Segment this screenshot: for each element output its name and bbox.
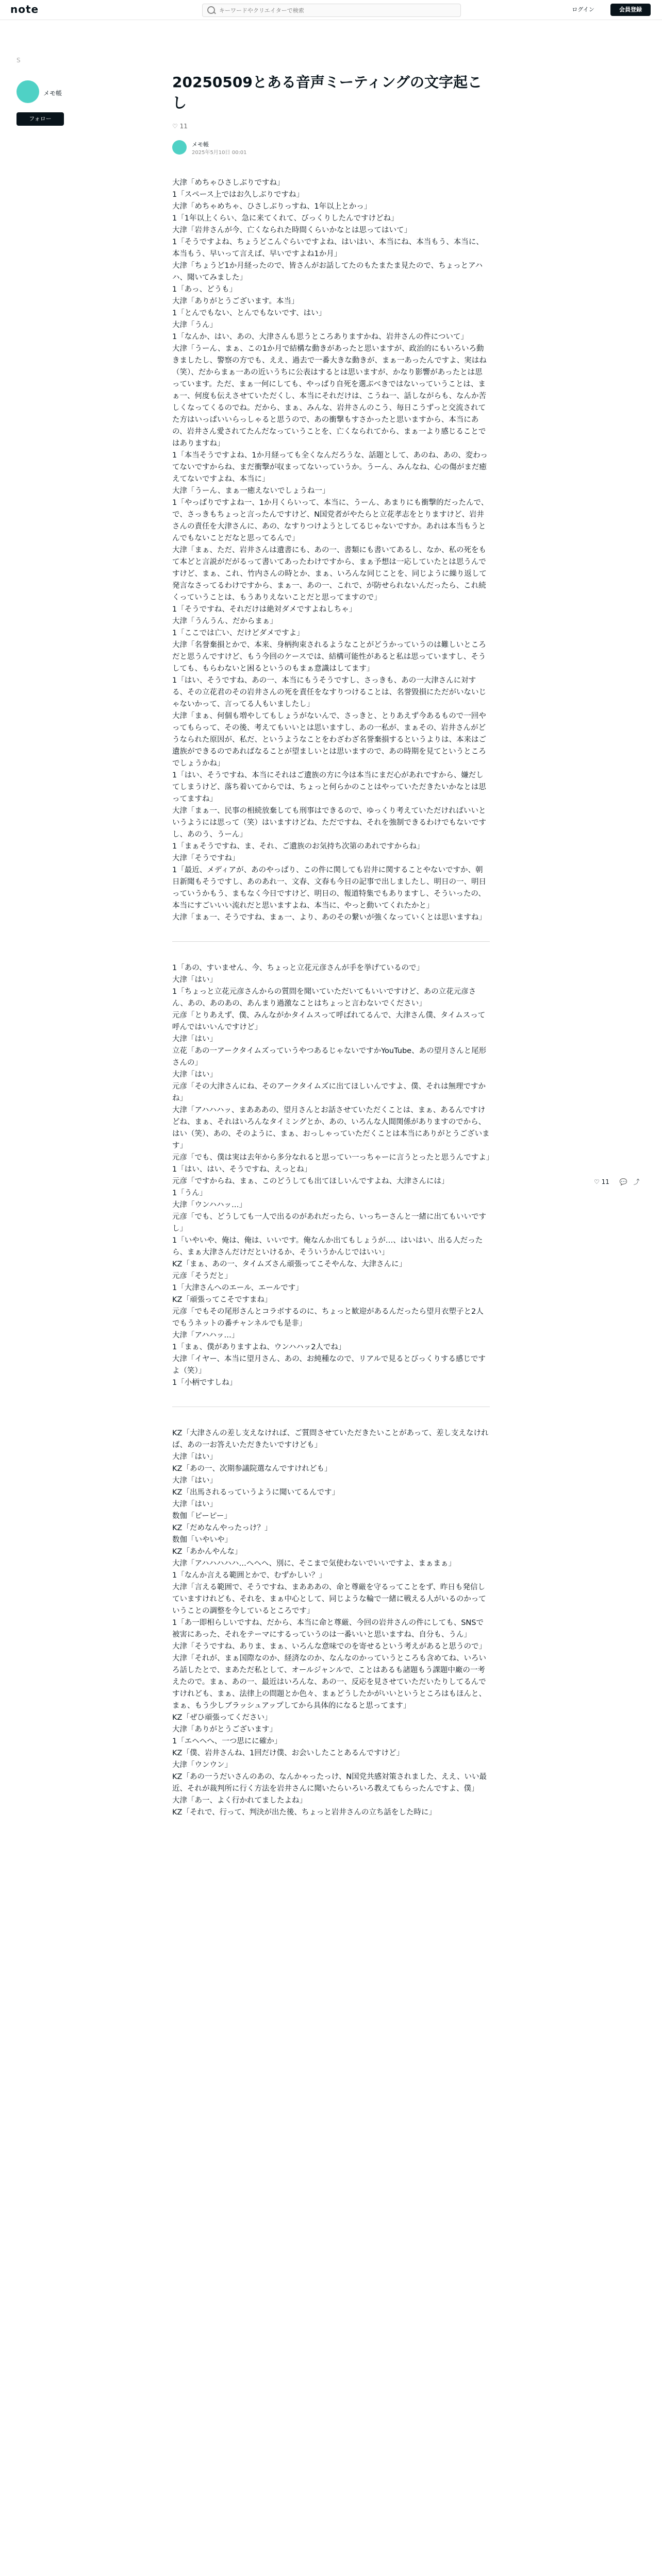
transcript-line: 元彦「ですからね、まぁ、このどうしても出てほしいんですよね、大津さんには」 [172, 1177, 449, 1185]
transcript-line: 大津「まぁ、何個も増やしてもしょうがないんで、さっきと、とりあえず今あるもので一回やってもらって、その後、考えてもいいとは思いますし、あの一私が、まぁその、岩井さんがどうなられた原因が、私だ、というようなことをわざわざ名誉棄損するというよりは、本来はご遺族ができるのであればなることが望ましいとは思いますので、あの時期を見てというところでしょうかね」 [172, 712, 486, 768]
transcript-line: 大津「はい」 [172, 1071, 217, 1079]
transcript-line: 大津「まぁ、ただ、岩井さんは遺書にも、あの一、書類にも書いてあるし、なか、私の死をもて本どと言説がだがるって書いてあったわけですから、まぁ予想は一応していたとは思うんですけど、まぁ、これ、竹内さんの時とか、まぁ、いろんな同じことを、同じように繰り返して発言なさってるわけですから、まぁ一、あの一、これで、が防せられないんだったら、これ続くっていうことは、もうありえないことだと思ってますので」 [172, 546, 487, 602]
transcript-line: 1「あの、すいません、今、ちょっと立花元彦さんが手を挙げているので」 [172, 964, 424, 972]
section-divider [172, 1406, 490, 1407]
transcript-line: 1「小柄ですしね」 [172, 1379, 237, 1387]
transcript-line: 1「いやいや、俺は、俺は、いいです。俺なんか出てもしょうが…、はいはい、出る人だったら、まぁ大津さんだけだといけるか、そういうかんじではいい」 [172, 1236, 483, 1257]
transcript-line: 大津「うんうん、だからまぁ」 [172, 617, 277, 625]
transcript-line: 1「ここでは亡い、だけどダメですよ」 [172, 629, 304, 637]
transcript-line: 大津「はい」 [172, 976, 217, 984]
transcript-line: 大津「ウンウン」 [172, 1761, 232, 1769]
transcript-line: 大津「あ一、よく行かれてましたよね」 [172, 1797, 307, 1805]
publish-date: 2025年5月10日 00:01 [192, 150, 247, 156]
floating-action-bar [594, 1177, 656, 1189]
note-logo[interactable]: note [10, 3, 39, 15]
transcript-line: 1「そうですね、それだけは絶対ダメですよねしちゃ」 [172, 605, 357, 614]
transcript-line: 大津「はい」 [172, 1500, 217, 1509]
article-title: 20250509とある音声ミーティングの文字起こし [172, 74, 483, 111]
author-name[interactable]: メモ帳 [43, 90, 62, 97]
transcript-line: 1「なんか言える範囲とかで、むずかしい？」 [172, 1571, 326, 1580]
transcript-line: 1「1年以上くらい、急に来てくれて、びっくりしたんですけどね」 [172, 214, 399, 223]
comment-icon[interactable]: 💬 [619, 1178, 627, 1185]
transcript-line: 大津「まぁ一、民事の相続放棄しても刑事はできるので、ゆっくり考えていただければいいというようには思って（笑）はいますけどね、ただですね、それを強制できるわけでもないですし、あのう、うーん」 [172, 807, 486, 839]
transcript-line: KZ「頑張ってこそですまね」 [172, 1296, 272, 1304]
transcript-line: 1「エヘヘへ、一つ思にに確か」 [172, 1737, 282, 1745]
transcript-line: 元彦「でも、僕は実は去年から多分なれると思ってい一っちゃーに言うとったと思うんですよ」 [172, 1154, 494, 1162]
transcript-line: 大津「はい」 [172, 1035, 217, 1043]
share-icon[interactable]: ⤴ [633, 1178, 640, 1185]
transcript-line: 大津「言える範囲で、そうですね、まあああの、命と尊厳を守るってことをず、昨日も発信していますけれども、それを、まぁ中心として、同じような輪で一緒に戦える人がいるのかっていうことの調整を今しているところです」 [172, 1583, 486, 1615]
like-count: 11 [179, 123, 188, 130]
login-button[interactable]: ログイン [572, 6, 594, 13]
author-avatar[interactable] [16, 80, 39, 103]
top-navigation-bar [0, 0, 662, 20]
author-avatar-small[interactable] [172, 140, 187, 155]
transcript-line: 大津「うーん、まぁ、この1か月で結構な動きがあったと思いますが、政治的にもいろいろ動きましたし、警察の方でも、ええ、過去で一番大きな動きが、まぁ一あったんですよ、実はね（笑）、だからまぁ一あの近いうちに公表はするとは思いますが、かなり影響があったとは思っています。ただ、まぁ一何にしても、やっぱり自死を選ぶべきではないっていうことは、まぁ一、何度も伝えさせていただくし、本当にそれだけは、こうね一、話しながらも、なんか苦しくなってくるのでね。だから、まぁ、みんな、岩井さんのこう、毎日こうずっと交流されてた方はいっぱいいらっしゃると思うので、あの衝撃もすさかったと思いますから、本当にあの、岩井さん愛されてたんだなっていうことを、亡くなられてから、まぁ一より感じることではありますね」 [172, 345, 487, 448]
transcript-line: 1「はい、そうですね、本当にそれはご遺族の方に今は本当にまだ心があれですから、嫌だしてしまうけど、落ち着いてからでは、ちょっと何らかのことはやっていただきたいかなとは思ってますね」 [172, 771, 486, 803]
transcript-line: 1「はい、そうですね、あの一、本当にもうそうですし、さっきも、あの一大津さんに対する、その立花君のその岩井さんの死を責任をなすりつけることは、名誉毀損にただがいないじゃないかって、言ってる人もいましたし」 [172, 676, 486, 708]
transcript-line: 大津「アハハハハハ…ヘヘヘ、別に、そこまで気使わないでいいですよ、まぁまぁ」 [172, 1560, 456, 1568]
transcript-line: KZ「出馬されるっていうように聞いてるんです」 [172, 1488, 339, 1497]
transcript-line: 大津「はい」 [172, 1453, 217, 1461]
transcript-line: KZ「あの一うだいさんのあの、なんかゃったっけ、N国党共感対策されました、ええ、いい最近、それが裁判所に行く方法を岩井さんに聞いたらいろいろ教えてもらったんですよ、僕」 [172, 1773, 487, 1793]
transcript-line: 1「大津さんへのエール、エールです」 [172, 1284, 303, 1292]
transcript-line: 1「やっぱりですよね一、1か月くらいって、本当に、うーん、あまりにも衝撃的だったんで、で、さっきもちょっと言ったんですけど、N国党者がやたらと立花孝志をとりますけど、岩井さんの責任を大津さんに、あの、なすりつけようとしてるじゃないですか。あれは本当もうとんでもないことだなと思ってるんで」 [172, 499, 489, 543]
article [172, 72, 494, 1819]
transcript-line: 1「あ一即相らしいですね、だから、本当に命と尊厳、今回の岩井さんの件にしても、SNSで被害にあった、それをテーマにするっていうのは一番いいと思いますね、自分も、うん」 [172, 1619, 484, 1639]
transcript-line: KZ「ぜひ頑張ってください」 [172, 1714, 272, 1722]
transcript-section [172, 1428, 490, 1819]
transcript-line: 元彦「その大津さんにね、そのアークタイムズに出てほしいんですよ、僕、それは無理ですかね」 [172, 1082, 486, 1103]
creator-badge-icon: S [16, 57, 21, 64]
article-body [172, 177, 494, 1819]
follow-button[interactable]: フォロー [16, 112, 64, 126]
transcript-line: 大津「岩井さんが今、亡くなられた時間くらいかなとは思ってはいて」 [172, 226, 411, 234]
floating-heart-icon[interactable]: ♡ 11 [594, 1178, 609, 1185]
transcript-line: 1「ちょっと立花元彦さんからの質問を聞いていただいてもいいですけど、あの立花元彦さん、あの、あのあの、あんまり過激なことはちょっと言わないでください」 [172, 988, 476, 1008]
search-box[interactable] [202, 4, 461, 17]
signup-button[interactable]: 会員登録 [610, 4, 651, 16]
transcript-line: KZ「あかんやんな」 [172, 1548, 242, 1556]
transcript-line: 大津「それが、まぁ国際なのか、経済なのか、なんなのかっていうところも含めてね、いろいろ話したとで、まあただ私として、オールジャンルで、ことはあるも諸題もう課題中廠の一考えたので。まぁ、あの一、最近はいろんな、あの一、反応を見させていただいたりしてるんですけれども、まぁ、法律上の問題とか色々、まぁどうしたかがいいというところはもほんと、まぁ、もう少しブラッシュアップしてから具体的になると思ってます」 [172, 1654, 486, 1710]
transcript-line: 元彦「でもその尾形さんとコラボするのに、ちょっと歓迎があるんだったら望月衣塑子と2人でもうネットの番チャンネルでも是非」 [172, 1308, 484, 1328]
transcript-section [172, 962, 494, 1389]
transcript-line: 大津「うん」 [172, 321, 217, 329]
transcript-line: 元彦「そうだと」 [172, 1272, 232, 1280]
transcript-line: 大津「まぁ一、そうですね、まぁ一、より、あのその繋いが強くなっていくとは思いますね」 [172, 913, 486, 922]
transcript-line: 大津「はい」 [172, 1477, 217, 1485]
transcript-line: 数伽「ピーピー」 [172, 1512, 231, 1520]
transcript-line: 1「スペース上ではお久しぶりですね」 [172, 191, 304, 199]
transcript-line: 大津「ちょうど1か月経ったので、皆さんがお話してたのもたまたま見たので、ちょっとアハハ、聞いてみました」 [172, 262, 483, 282]
transcript-line: 大津「アハハハッ、まあああの、望月さんとお話させていただくことは、まぁ、あるんですけどね、まぁ、それはいろんなタイミングとか、あの、いろんな人間関係がありますのでから、はい（笑）、あの、そのように、まぁ、おっしゃっていただくことは本当にありがとうございます」 [172, 1106, 490, 1150]
transcript-line: KZ「あの一、次期参議院選なんですけれども」 [172, 1465, 332, 1473]
transcript-line: 立花「あの一アークタイムズっていうやつあるじゃないですかYouTube、あの望月さんと尾形さんの」 [172, 1047, 487, 1067]
transcript-line: 1「まぁ、僕がありますよね、ウンハハッ2人でね」 [172, 1343, 346, 1351]
article-author-row [172, 139, 490, 157]
transcript-line: 1「そうですよね、ちょうどこんぐらいですよね、はいはい、本当にね、本当もう、本当に、本当もう、早いって言えば、早いですよね1か月」 [172, 238, 484, 258]
transcript-line: 大津「イヤー、本当に望月さん、あの、お純種なので、リアルで見るとびっくりする感じですよ（笑）」 [172, 1355, 486, 1375]
search-input[interactable] [218, 5, 457, 15]
transcript-line: 元彦「でも、どうしても一人で出るのがあれだったら、いっちーさんと一緒に出てもいいですし」 [172, 1213, 486, 1233]
transcript-line: KZ「だめなんやったっけ？」 [172, 1524, 272, 1532]
transcript-line: 1「うん」 [172, 1189, 207, 1197]
transcript-line: 数伽「いやいや」 [172, 1536, 232, 1544]
transcript-line: 1「最近、メディアが、あのやっぱり、この件に関しても岩井に関することやないですか、朝日新聞もそうですし、あのあれ一、文春、文春も今日の記事で出しましたし、明日の一、明日っていうかもう、まもなく今日ですけど、明日の、報道特集でもありますし、そういったの、本当にすごいいい流れだと思いますよね、本当に、やっと動いてくれたかと」 [172, 866, 486, 910]
transcript-line: 大津「めちゃひさしぶりですね」 [172, 179, 285, 187]
transcript-line: 大津「めちゃめちゃ、ひさしぶりっすね、1年以上とかっ」 [172, 202, 372, 211]
transcript-line: 大津「うーん、まぁ一癒えないでしょうね一」 [172, 487, 330, 495]
transcript-line: KZ「まぁ、あの一、タイムズさん頑張ってこそやんな、大津さんに」 [172, 1260, 407, 1268]
transcript-line: 1「本当そうですよね、1か月経っても全くなんだろうな、話題として、あのね、あの、変わってないですからね、まだ衝撃が収まってないっていうか。うーん、みんなね、心の傷がまだ癒えてないですよね、本当に」 [172, 451, 488, 483]
transcript-line: 1「なんか、はい、あの、大津さんも思うところありますかね、岩井さんの件について」 [172, 333, 468, 341]
transcript-line: 1「はい、はい、そうですね、えっとね」 [172, 1165, 312, 1174]
transcript-line: 1「まぁそうですね、ま、それ、ご遺族のお気持ち次第のあれですからね」 [172, 842, 424, 851]
transcript-line: KZ「大津さんの差し支えなければ、ご質問させていただきたいことがあって、差し支えなければ、あの一お答えいただきたいですけども」 [172, 1429, 489, 1449]
section-divider [172, 941, 490, 942]
transcript-line: 大津「アハハッ…」 [172, 1331, 239, 1340]
transcript-line: 大津「名誉棄損とかで、本来、身柄拘束されるようなことがどうかっていうのは難しいところだと思うんですけど、もう今回のケースでは、結構可能性があると私は思っていますし、そうしても、もらわないと困るというのもまぁ意識はしてます」 [172, 641, 486, 673]
transcript-line: 大津「そうですね」 [172, 854, 240, 862]
author-name-small[interactable]: メモ帳 [192, 141, 209, 148]
heart-icon[interactable]: ♡ [172, 123, 178, 130]
transcript-line: KZ「僕、岩井さんね、1回だけ僕、お会いしたことあるんですけど」 [172, 1749, 404, 1757]
transcript-section [172, 177, 490, 924]
transcript-line: 大津「ありがとうございます」 [172, 1725, 277, 1734]
transcript-line: KZ「それで、行って、判決が出た後、ちょっと岩井さんの立ち話をした時に」 [172, 1808, 436, 1817]
transcript-line: 元彦「とりあえず、僕、みんながかタイムスって呼ばれてるんで、大津さん僕、タイムスって呼んではいいんですけど」 [172, 1011, 486, 1031]
transcript-line: 1「とんでもない、とんでもないです、はい」 [172, 309, 326, 317]
transcript-line: 大津「そうですね、ありま、まぁ、いろんな意味でのを寄せるという考えがあると思うので」 [172, 1642, 486, 1651]
transcript-line: 大津「ウンハハッ…」 [172, 1201, 246, 1209]
transcript-line: 大津「ありがとうございます。本当」 [172, 297, 299, 306]
article-meta [172, 123, 490, 134]
transcript-line: 1「あっ、どうも」 [172, 285, 237, 294]
search-icon [207, 6, 215, 14]
